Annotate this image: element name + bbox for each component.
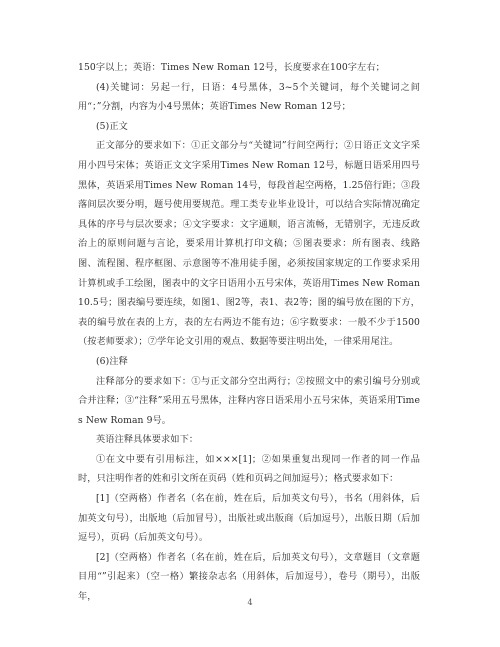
paragraph-english-notes-intro: 英语注释具体要求如下： xyxy=(96,434,199,446)
heading-main-text: (5)正文 xyxy=(96,120,128,132)
paragraph-citation-rule: ①在文中要有引用标注，如×××[1]；②如果重复出现同一作者的同一作品时，只注明作者的姓和引文所在页码（姓和页码之间加逗号）；格式要求如下： xyxy=(78,453,420,485)
document-body xyxy=(78,58,420,607)
paragraph-article-format: [2]（空两格）作者名（名在前，姓在后，后加英文句号），文章题目（文章题目用“”引起来）（空一格）繁接杂志名（用斜体，后加逗号），卷号（期号），出版年， xyxy=(78,551,420,603)
paragraph-book-format: [1]（空两格）作者名（名在前，姓在后，后加英文句号），书名（用斜体，后加英文句号），出版地（后加冒号），出版社或出版商（后加逗号），出版日期（后加逗号），页码（后加英文句号）。 xyxy=(78,493,420,544)
paragraph-keywords: (4)关键词：另起一行，日语：4号黑体，3~5个关键词，每个关键词之间用“；”分割，内容为小4号黑体；英语Times New Roman 12号； xyxy=(78,81,420,113)
heading-notes: (6)注释 xyxy=(96,355,128,367)
paragraph-notes-requirements: 注释部分的要求如下：①与正文部分空出两行；②按照文中的索引编号分别或合并注释；③“注释”采用五号黑体，注释内容日语采用小五号宋体，英语采用Times New Roman 9号。 xyxy=(78,375,420,426)
paragraph-main-text-requirements: 正文部分的要求如下：①正文部分与“关键词”行间空两行；②日语正文文字采用小四号宋体；英语正文文字采用Times New Roman 12号，标题日语采用四号黑体，英语采用Times New Roman 14号，每段首起空两格，1.25倍行距；③段落间层次要分明，题号使用要规范。理工类专业毕业设计，可以结合实际情况确定具体的序号与层次要求；④文字要求：文字通顺，语言流畅，无错别字，无违反政治上的原则问题与言论，要采用计算机打印文稿；⑤图表要求：所有图表、线路图、流程图、程序框图、示意图等不准用徒手图，必须按国家规定的工作要求采用计算机或手工绘图，图表中的文字日语用小五号宋体，英语用Times New Roman 10.5号；图表编号要连续，如图1、图2等，表1、表2等；图的编号放在图的下方，表的编号放在表的上方，表的左右两边不能有边；⑥字数要求：一般不少于1500（按老师要求）；⑦学年论文引用的观点、数据等要注明出处，一律采用尾注。 xyxy=(78,140,420,348)
paragraph-abstract-length: 150字以上；英语：Times New Roman 12号，长度要求在100字左右； xyxy=(78,62,385,73)
page-number: 4 xyxy=(247,598,253,607)
